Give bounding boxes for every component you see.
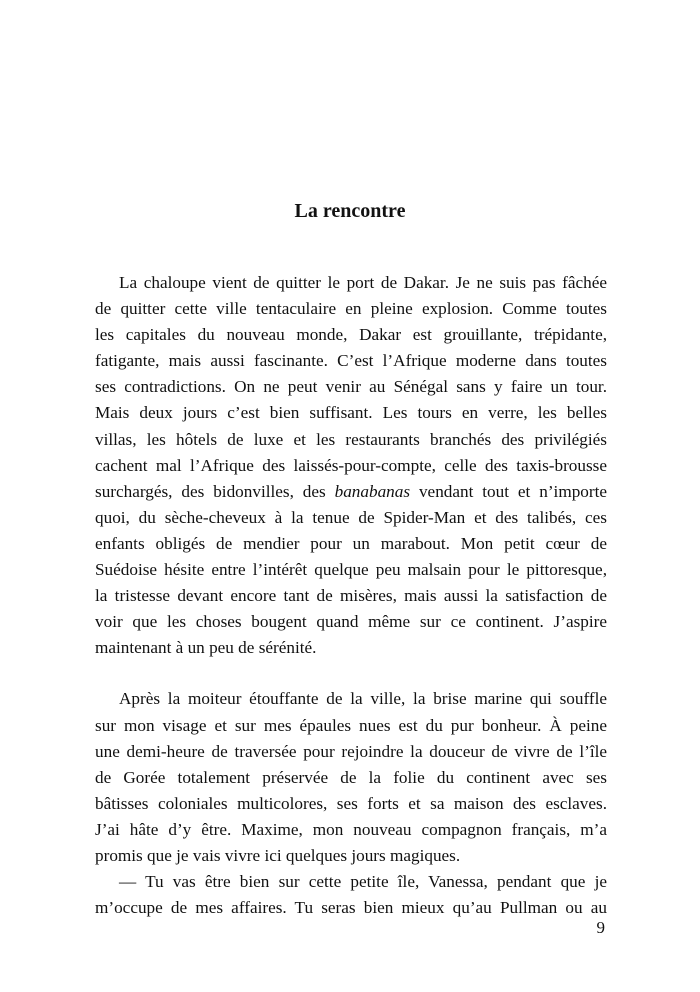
chapter-title: La rencontre xyxy=(294,200,406,222)
italic-term: banabanas xyxy=(334,481,411,501)
paragraph-2 xyxy=(95,686,607,869)
text-line: enfants obligés de mendier pour un marabout. Mon petit cœur de xyxy=(95,533,607,553)
text-line xyxy=(95,479,607,505)
text-line: fatigante, mais aussi fascinante. C’est l’Afrique moderne dans toutes xyxy=(95,351,607,371)
text-segment: surchargés, des bidonvilles, des xyxy=(95,481,335,501)
text-line: de quitter cette ville tentaculaire en pleine explosion. Comme toutes xyxy=(95,299,607,319)
text-line: La chaloupe vient de quitter le port de Dakar. Je ne suis pas fâchée xyxy=(119,273,607,292)
page-number: 9 xyxy=(596,918,605,937)
paragraph-3 xyxy=(95,869,607,921)
text-line: promis que je vais vivre ici quelques jours magiques. xyxy=(95,845,461,865)
text-line: une demi-heure de traversée pour rejoindre la douceur de vivre de l’île xyxy=(95,741,607,761)
paragraph-1 xyxy=(95,270,607,661)
text-line: sur mon visage et sur mes épaules nues est du pur bonheur. À peine xyxy=(95,715,607,735)
paragraph-gap xyxy=(95,661,607,686)
text-line: la tristesse devant encore tant de misères, mais aussi la satisfaction de xyxy=(95,586,607,606)
text-line: bâtisses coloniales multicolores, ses forts et sa maison des esclaves. xyxy=(95,793,607,813)
text-line: maintenant à un peu de sérénité. xyxy=(95,638,317,658)
text-line: quoi, du sèche-cheveux à la tenue de Spider-Man et des talibés, ces xyxy=(95,507,607,527)
text-line: m’occupe de mes affaires. Tu seras bien mieux qu’au Pullman ou au xyxy=(95,898,607,918)
text-line: J’ai hâte d’y être. Maxime, mon nouveau compagnon français, m’a xyxy=(95,819,607,839)
text-line: voir que les choses bougent quand même sur ce continent. J’aspire xyxy=(95,612,607,632)
text-line: — Tu vas être bien sur cette petite île, Vanessa, pendant que je xyxy=(119,872,607,892)
text-line: les capitales du nouveau monde, Dakar est grouillante, trépidante, xyxy=(95,325,607,345)
text-line: cachent mal l’Afrique des laissés-pour-compte, celle des taxis-brousse xyxy=(95,455,607,475)
text-line: Suédoise hésite entre l’intérêt quelque peu malsain pour le pittoresque, xyxy=(95,560,607,580)
text-line: ses contradictions. On ne peut venir au Sénégal sans y faire un tour. xyxy=(95,377,607,397)
text-line: Après la moiteur étouffante de la ville, la brise marine qui souffle xyxy=(119,689,607,709)
body-text xyxy=(95,270,607,921)
text-line: Mais deux jours c’est bien suffisant. Les tours en verre, les belles xyxy=(95,403,607,423)
text-line: villas, les hôtels de luxe et les restaurants branchés des privilégiés xyxy=(95,429,607,449)
text-line: de Gorée totalement préservée de la folie du continent avec ses xyxy=(95,767,607,787)
text-segment: vendant tout et n’importe xyxy=(410,481,607,501)
